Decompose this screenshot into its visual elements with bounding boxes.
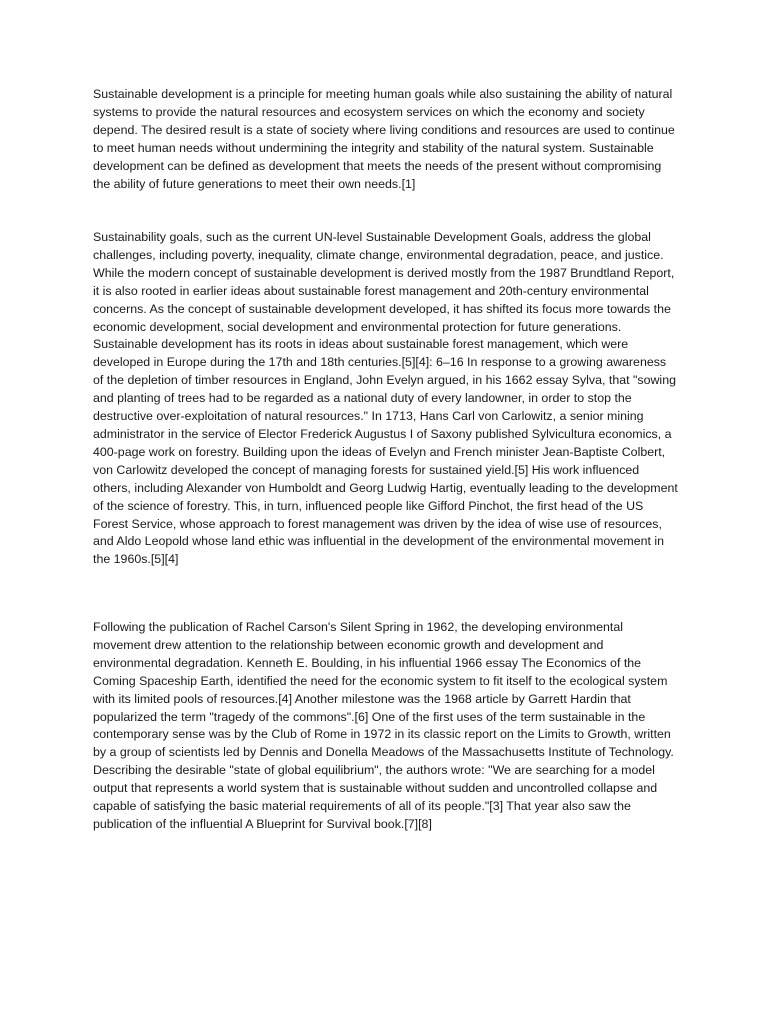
paragraph-environmental-movement: Following the publication of Rachel Carson's Silent Spring in 1962, the developing environmental movement drew attention to the relationship between economic growth and development and environmental degradation. Kenneth E. Boulding, in his influential 1966 essay The Economics of the Coming Spaceship Earth, identified the need for the economic system to fit itself to the ecological system with its limited pools of resources.[4] Another milestone was the 1968 article by Garrett Hardin that popularized the term "tragedy of the commons".[6] One of the first uses of the term sustainable in the contemporary sense was by the Club of Rome in 1972 in its classic report on the Limits to Growth, written by a group of scientists led by Dennis and Donella Meadows of the Massachusetts Institute of Technology. Describing the desirable "state of global equilibrium", the authors wrote: "We are searching for a model output that represents a world system that is sustainable without sudden and uncontrolled collapse and capable of satisfying the basic material requirements of all of its people."[3] That year also saw the publication of the influential A Blueprint for Survival book.[7][8] — [93, 620, 674, 831]
paragraph-intro: Sustainable development is a principle for meeting human goals while also sustaining the ability of natural systems to provide the natural resources and ecosystem services on which the economy and society depend. The desired result is a state of society where living conditions and resources are used to continue to meet human needs without undermining the integrity and stability of the natural system. Sustainable development can be defined as development that meets the needs of the present without compromising the ability of future generations to meet their own needs.[1] — [93, 87, 675, 191]
paragraph-history: Sustainability goals, such as the current UN-level Sustainable Development Goals, address the global challenges, including poverty, inequality, climate change, environmental degradation, peace, and justice. While the modern concept of sustainable development is derived mostly from the 1987 Brundtland Report, it is also rooted in earlier ideas about sustainable forest management and 20th-century environmental concerns. As the concept of sustainable development developed, it has shifted its focus more towards the economic development, social development and environmental protection for future generations. Sustainable development has its roots in ideas about sustainable forest management, which were developed in Europe during the 17th and 18th centuries.[5][4]: 6–16 In response to a growing awareness of the depletion of timber resources in England, John Evelyn argued, in his 1662 essay Sylva, that "sowing and planting of trees had to be regarded as a national duty of every landowner, in order to stop the destructive over-exploitation of natural resources." In 1713, Hans Carl von Carlowitz, a senior mining administrator in the service of Elector Frederick Augustus I of Saxony published Sylvicultura economics, a 400-page work on forestry. Building upon the ideas of Evelyn and French minister Jean-Baptiste Colbert, von Carlowitz developed the concept of managing forests for sustained yield.[5] His work influenced others, including Alexander von Humboldt and Georg Ludwig Hartig, eventually leading to the development of the science of forestry. This, in turn, influenced people like Gifford Pinchot, the first head of the US Forest Service, whose approach to forest management was driven by the idea of wise use of resources, and Aldo Leopold whose land ethic was influential in the development of the environmental movement in the 1960s.[5][4] — [93, 230, 678, 567]
